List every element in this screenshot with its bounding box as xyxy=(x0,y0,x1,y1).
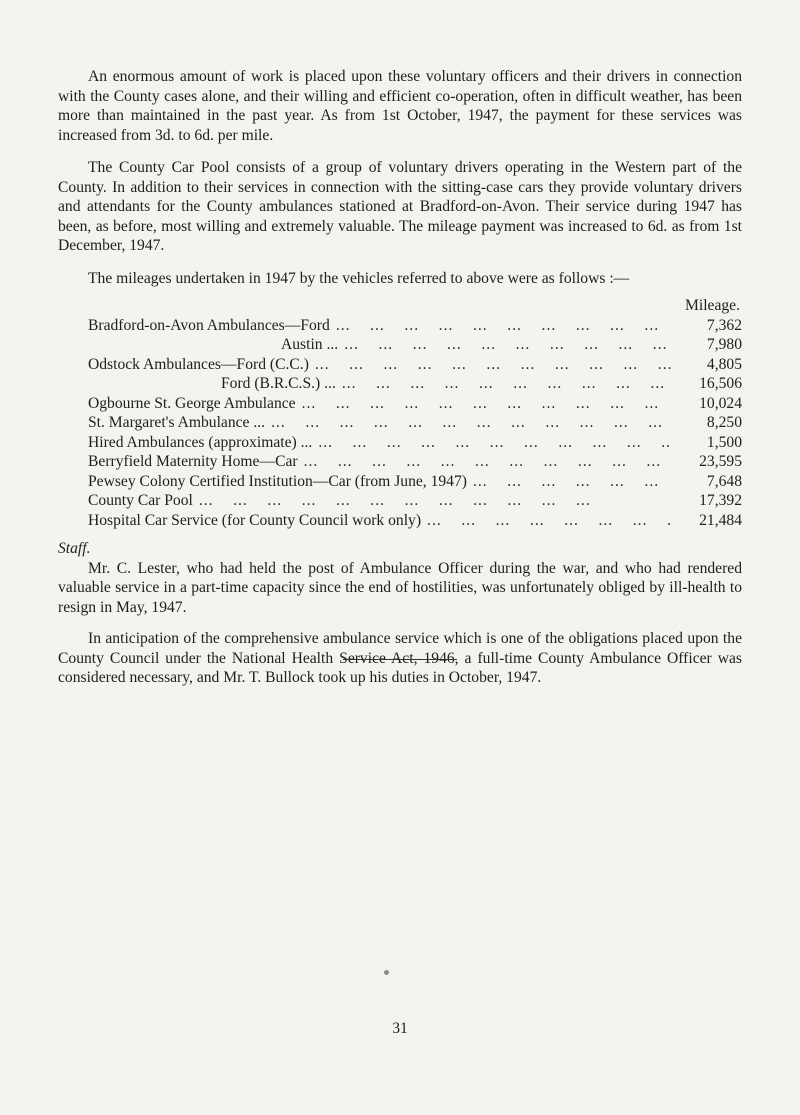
row-value: 4,805 xyxy=(706,355,742,373)
row-value: 16,506 xyxy=(699,375,742,392)
row-label: County Car Pool xyxy=(88,492,193,509)
mileage-table xyxy=(88,316,742,531)
row-label: Ford (B.R.C.S.) ... xyxy=(221,375,336,392)
table-row xyxy=(88,374,742,394)
row-label: Hired Ambulances (approximate) ... xyxy=(88,433,313,451)
row-value: 17,392 xyxy=(699,492,742,509)
row-label: Ogbourne St. George Ambulance xyxy=(88,394,296,412)
staff-heading: Staff. xyxy=(58,540,91,557)
table-row xyxy=(88,335,742,355)
row-value: 23,595 xyxy=(699,453,742,470)
row-label: Pewsey Colony Certified Institution—Car (from June, 1947) xyxy=(88,472,467,490)
table-row xyxy=(88,433,742,453)
paragraph-voluntary-officers: An enormous amount of work is placed upon these voluntary officers and their drivers in connection with the County cases alone, and their willing and efficient co-operation, often in difficult weather, has been more than maintained in the past year. As from 1st October, 1947, the payment for these services was increased from 3d. to 6d. per mile. xyxy=(58,68,742,144)
table-row xyxy=(88,511,742,531)
table-row xyxy=(88,472,742,492)
page-body xyxy=(58,67,742,688)
row-value: 10,024 xyxy=(699,394,742,412)
row-label: Berryfield Maternity Home—Car xyxy=(88,453,298,470)
table-row xyxy=(88,413,742,433)
paragraph-staff-bullock: In anticipation of the comprehensive ambulance service which is one of the obligations placed upon the County Council under the National Health Service Act, 1946, a full-time County Ambulance Officer was considered necessary, and Mr. T. Bullock took up his duties in October, 1947. xyxy=(58,630,742,686)
table-row xyxy=(88,316,742,336)
scan-speck xyxy=(384,970,389,975)
paragraph-county-car-pool: The County Car Pool consists of a group of voluntary drivers operating in the Western part of the County. In addition to their services in connection with the sitting-case cars they provide voluntary drivers and attendants for the County ambulances stationed at Bradford-on-Avon. Their service during 1947 has been, as before, most willing and extremely valuable. The mileage payment was increased to 6d. as from 1st December, 1947. xyxy=(58,159,742,254)
row-value: 1,500 xyxy=(706,433,742,451)
row-value: 21,484 xyxy=(699,511,742,529)
mileage-column-header: Mileage. xyxy=(685,297,740,314)
paragraph-staff-lester: Mr. C. Lester, who had held the post of Ambulance Officer during the war, and who had rendered valuable service in a part-time capacity since the end of hostilities, was unfortunately obliged by ill-health to resign in May, 1947. xyxy=(58,559,742,616)
row-value: 7,648 xyxy=(706,472,742,490)
page-number: 31 xyxy=(392,1020,408,1037)
row-label: Hospital Car Service (for County Council work only) xyxy=(88,511,422,529)
row-label: Austin ... xyxy=(281,336,339,353)
section-divider xyxy=(343,659,457,660)
row-value: 7,362 xyxy=(706,316,742,334)
table-row xyxy=(88,452,742,472)
row-value: 8,250 xyxy=(706,414,742,431)
table-row xyxy=(88,355,742,375)
row-label: St. Margaret's Ambulance ... xyxy=(88,414,266,431)
paragraph-mileages-intro: The mileages undertaken in 1947 by the vehicles referred to above were as follows :— xyxy=(88,269,630,287)
row-label: Bradford-on-Avon Ambulances—Ford xyxy=(88,316,330,334)
table-row xyxy=(88,394,742,414)
row-value: 7,980 xyxy=(706,336,742,353)
table-row xyxy=(88,491,742,511)
row-label: Odstock Ambulances—Ford (C.C.) xyxy=(88,355,309,373)
